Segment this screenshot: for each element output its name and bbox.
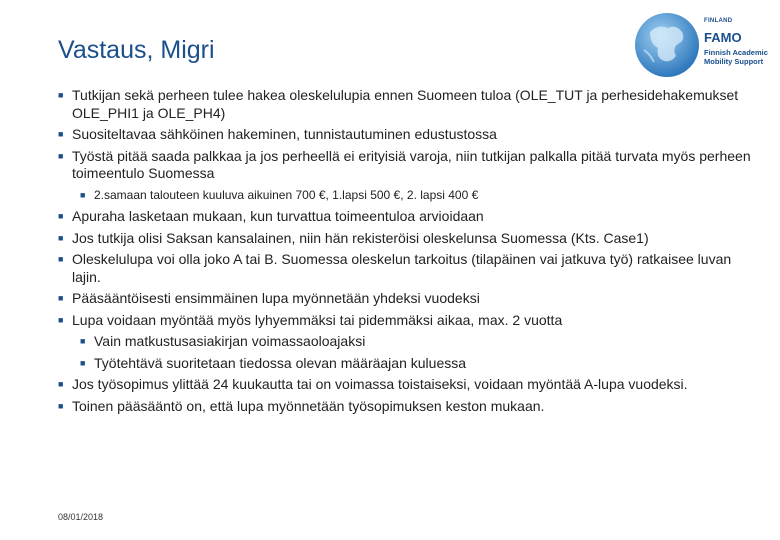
bullet-text: Oleskelulupa voi olla joko A tai B. Suomessa oleskelun tarkoitus (tilapäinen vai jatkuva työ) ratkaisee luvan lajin.	[72, 251, 732, 285]
bullet-text: Jos tutkija olisi Saksan kansalainen, niin hän rekisteröisi oleskelunsa Suomessa (Kts. Case1)	[72, 229, 649, 246]
square-bullet-icon: ■	[58, 314, 64, 325]
square-bullet-icon: ■	[58, 232, 64, 243]
globe-logo-icon	[632, 10, 702, 80]
slide-title: Vastaus, Migri	[58, 36, 215, 64]
bullet-item	[58, 290, 758, 308]
bullet-item	[58, 230, 758, 248]
footer-date: 08/01/2018	[58, 512, 104, 522]
logo-tagline: Finnish Academic Mobility Support	[704, 48, 768, 66]
bullet-item	[58, 251, 758, 286]
bullet-item	[80, 355, 758, 373]
square-bullet-icon: ■	[80, 189, 86, 200]
bullet-text: Pääsääntöisesti ensimmäinen lupa myönnetään yhdeksi vuodeksi	[72, 290, 480, 306]
square-bullet-icon: ■	[80, 357, 86, 368]
bullet-list	[58, 87, 758, 419]
square-bullet-icon: ■	[58, 254, 64, 264]
bullet-text: Tutkijan sekä perheen tulee hakea oleskelulupia ennen Suomeen tuloa (OLE_TUT ja perhesidehakemukset OLE_PHI1 ja OLE_PH4)	[72, 87, 739, 121]
bullet-text: Lupa voidaan myöntää myös lyhyemmäksi tai pidemmäksi aikaa, max. 2 vuotta	[72, 311, 563, 328]
square-bullet-icon: ■	[58, 90, 64, 100]
bullet-text: 2.samaan talouteen kuuluva aikuinen 700 €, 1.lapsi 500 €, 2. lapsi 400 €	[94, 187, 479, 202]
bullet-item	[58, 87, 758, 122]
famo-logo	[632, 8, 768, 84]
bullet-text: Toinen pääsääntö on, että lupa myönnetään työsopimuksen keston mukaan.	[72, 397, 545, 414]
bullet-item	[58, 398, 758, 416]
bullet-item	[58, 126, 758, 144]
bullet-text: Vain matkustusasiakirjan voimassaoloajaksi	[94, 333, 366, 349]
bullet-text: Apuraha lasketaan mukaan, kun turvattua toimeentuloa arvioidaan	[72, 208, 484, 224]
square-bullet-icon: ■	[58, 211, 64, 221]
square-bullet-icon: ■	[58, 379, 64, 389]
bullet-text: Suositeltavaa sähköinen hakeminen, tunnistautuminen edustustossa	[72, 126, 497, 142]
bullet-text: Jos työsopimus ylittää 24 kuukautta tai on voimassa toistaiseksi, voidaan myöntää A-lupa vuodeksi.	[72, 376, 688, 392]
bullet-item	[58, 148, 758, 183]
square-bullet-icon: ■	[80, 336, 86, 346]
bullet-item	[58, 208, 758, 226]
square-bullet-icon: ■	[58, 293, 64, 303]
square-bullet-icon: ■	[58, 400, 64, 411]
bullet-item	[80, 333, 758, 351]
square-bullet-icon: ■	[58, 150, 64, 161]
bullet-item	[58, 312, 758, 330]
bullet-item	[58, 376, 758, 394]
logo-country: FINLAND	[704, 18, 733, 24]
bullet-text: Työstä pitää saada palkkaa ja jos perheellä ei erityisiä varoja, niin tutkijan palkalla pitää turvata myös perheen toimeentulo Suomessa	[72, 147, 751, 181]
bullet-text: Työtehtävä suoritetaan tiedossa olevan määräajan kuluessa	[94, 354, 467, 371]
bullet-item	[80, 187, 758, 205]
square-bullet-icon: ■	[58, 129, 64, 139]
logo-brand: FAMO	[704, 30, 742, 45]
